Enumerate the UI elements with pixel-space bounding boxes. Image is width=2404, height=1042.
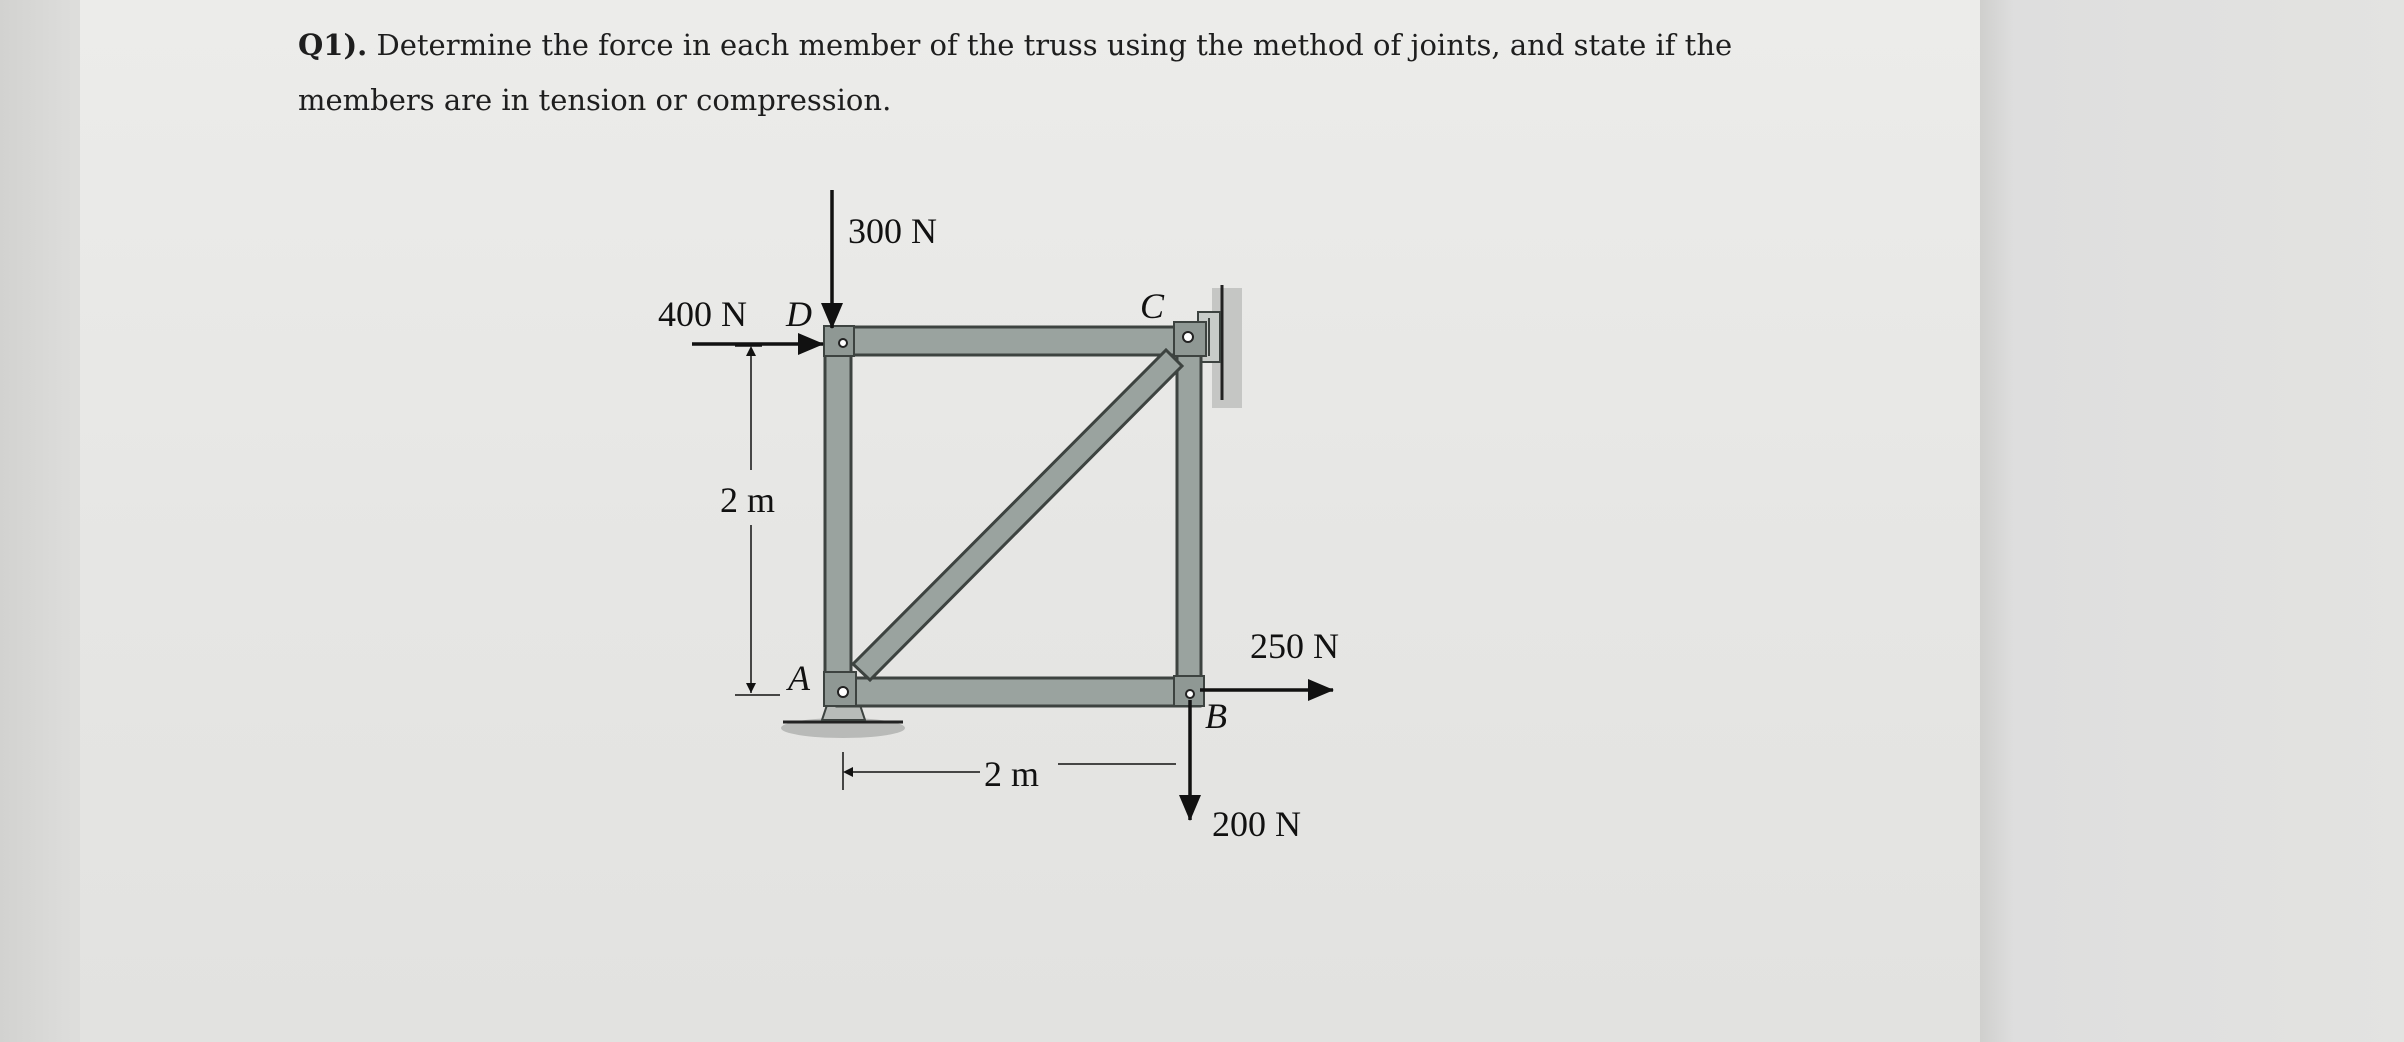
question-body: Determine the force in each member of the truss using the method of joints, and state if the members are in tension or compression. bbox=[298, 28, 1733, 117]
dimension-height bbox=[735, 346, 780, 695]
load-label-200n: 200 N bbox=[1212, 804, 1301, 844]
load-label-400n: 400 N bbox=[658, 294, 747, 334]
truss-members bbox=[824, 322, 1206, 706]
dimension-label-height: 2 m bbox=[720, 480, 776, 520]
joint-label-c: C bbox=[1140, 286, 1165, 326]
load-label-300n: 300 N bbox=[848, 211, 937, 251]
question-number: Q1). bbox=[298, 28, 368, 62]
joint-label-b: B bbox=[1205, 696, 1227, 736]
joint-label-a: A bbox=[788, 658, 810, 698]
joint-label-d: D bbox=[786, 294, 812, 334]
member-ad bbox=[825, 340, 851, 700]
dimension-label-width: 2 m bbox=[984, 754, 1040, 794]
member-bc bbox=[1177, 338, 1201, 692]
load-label-250n: 250 N bbox=[1250, 626, 1339, 666]
member-ab bbox=[837, 678, 1200, 706]
member-ac bbox=[853, 350, 1182, 680]
member-cd bbox=[837, 327, 1195, 355]
